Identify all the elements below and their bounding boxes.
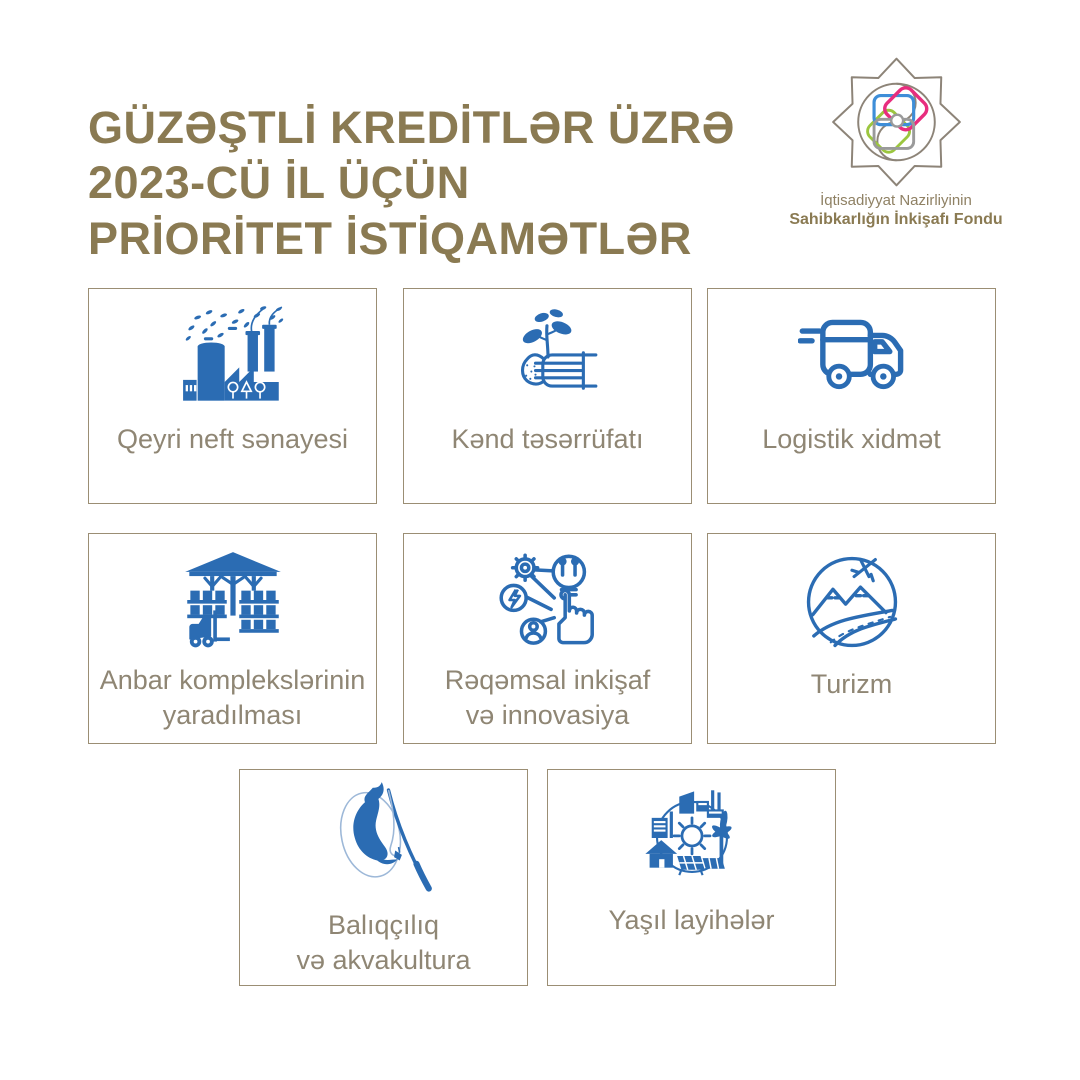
eight-point-star-emblem-icon bbox=[829, 56, 964, 188]
page-title-line: GÜZƏŞTLİ KREDİTLƏR ÜZRƏ bbox=[88, 102, 735, 154]
card-qeyri-neft-senayesi bbox=[88, 288, 377, 504]
page-title bbox=[88, 100, 735, 266]
card-yasil-layiheler bbox=[547, 769, 836, 986]
org-logo bbox=[786, 56, 1006, 229]
delivery-truck-icon bbox=[798, 302, 906, 412]
card-anbar-kompleksleri bbox=[88, 533, 377, 744]
warehouse-icon bbox=[181, 547, 285, 653]
card-label: Yaşıl layihələr bbox=[608, 905, 775, 935]
tourism-icon bbox=[799, 547, 905, 657]
green-projects-icon bbox=[639, 783, 745, 893]
org-name-line1: İqtisadiyyat Nazirliyinin bbox=[820, 192, 972, 209]
seedling-hand-icon bbox=[496, 302, 600, 412]
card-label: Rəqəmsal inkişaf və innovasiya bbox=[444, 665, 651, 730]
factory-icon bbox=[181, 302, 285, 412]
card-label: Balıqçılıq və akvakultura bbox=[296, 910, 471, 975]
digital-innovation-icon bbox=[496, 547, 600, 653]
card-reqemsal-inkisaf bbox=[403, 533, 692, 744]
card-kend-teserrufati bbox=[403, 288, 692, 504]
page-title-line: PRİORİTET İSTİQAMƏTLƏR bbox=[88, 212, 692, 264]
card-label: Qeyri neft sənayesi bbox=[116, 424, 349, 454]
card-baliqciliq-akvakultura bbox=[239, 769, 528, 986]
org-name-line2: Sahibkarlığın İnkişafı Fondu bbox=[789, 211, 1003, 228]
fishing-icon bbox=[328, 776, 440, 898]
card-turizm bbox=[707, 533, 996, 744]
card-label: Logistik xidmət bbox=[762, 424, 941, 454]
page-title-line: 2023-CÜ İL ÜÇÜN bbox=[88, 157, 470, 209]
card-logistik-xidmet bbox=[707, 288, 996, 504]
card-label: Kənd təsərrüfatı bbox=[451, 424, 644, 454]
card-label: Turizm bbox=[810, 669, 893, 699]
card-label: Anbar komplekslərinin yaradılması bbox=[99, 665, 366, 730]
